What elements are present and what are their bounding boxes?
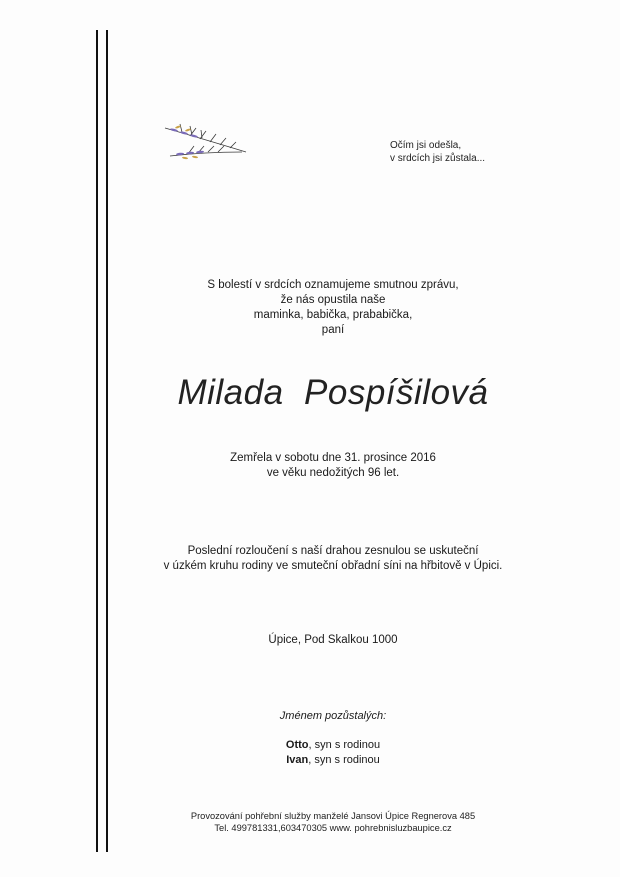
family-member-name: Ivan [286,754,309,766]
footer-line: Provozování pohřební služby manželé Jansovi Úpice Regnerova 485 [190,811,476,821]
intro-line: S bolestí v srdcích oznamujeme smutnou zprávu, [207,279,459,291]
motto-line: Očím jsi odešla, [390,140,462,151]
family-list [120,738,546,768]
motto [390,139,485,165]
intro-line: maminka, babička, prababička, [253,309,413,321]
family-member [120,753,546,768]
death-info [120,451,546,481]
border-line-outer [96,30,98,852]
death-line: Zemřela v sobotu dne 31. prosince 2016 [230,452,436,464]
funeral-service-footer [120,810,546,834]
farewell-line: Poslední rozloučení s naší drahou zesnulou se uskuteční [187,545,479,557]
family-member-name: Otto [285,739,309,751]
farewell-line: v úzkém kruhu rodiny ve smuteční obřadní síni na hřbitově v Úpici. [163,560,503,572]
motto-line: v srdcích jsi zůstala... [390,153,486,164]
announcement-intro [120,278,546,338]
death-line: ve věku nedožitých 96 let. [266,467,400,479]
border-line-inner [106,30,108,852]
deceased-name: Milada Pospíšilová [177,373,489,412]
intro-line: paní [321,324,345,336]
footer-line: Tel. 499781331,603470305 www. pohrebnisluzbaupice.cz [214,823,452,833]
farewell-place: Úpice, Pod Skalkou 1000 [268,634,398,646]
family-member-relation: , syn s rodinou [308,754,380,766]
on-behalf-label: Jménem pozůstalých: [279,710,387,722]
family-member [120,738,546,753]
wheat-branch-icon [160,118,250,164]
family-member-relation: , syn s rodinou [308,739,381,751]
intro-line: že nás opustila naše [280,294,386,306]
farewell-info [120,544,546,574]
